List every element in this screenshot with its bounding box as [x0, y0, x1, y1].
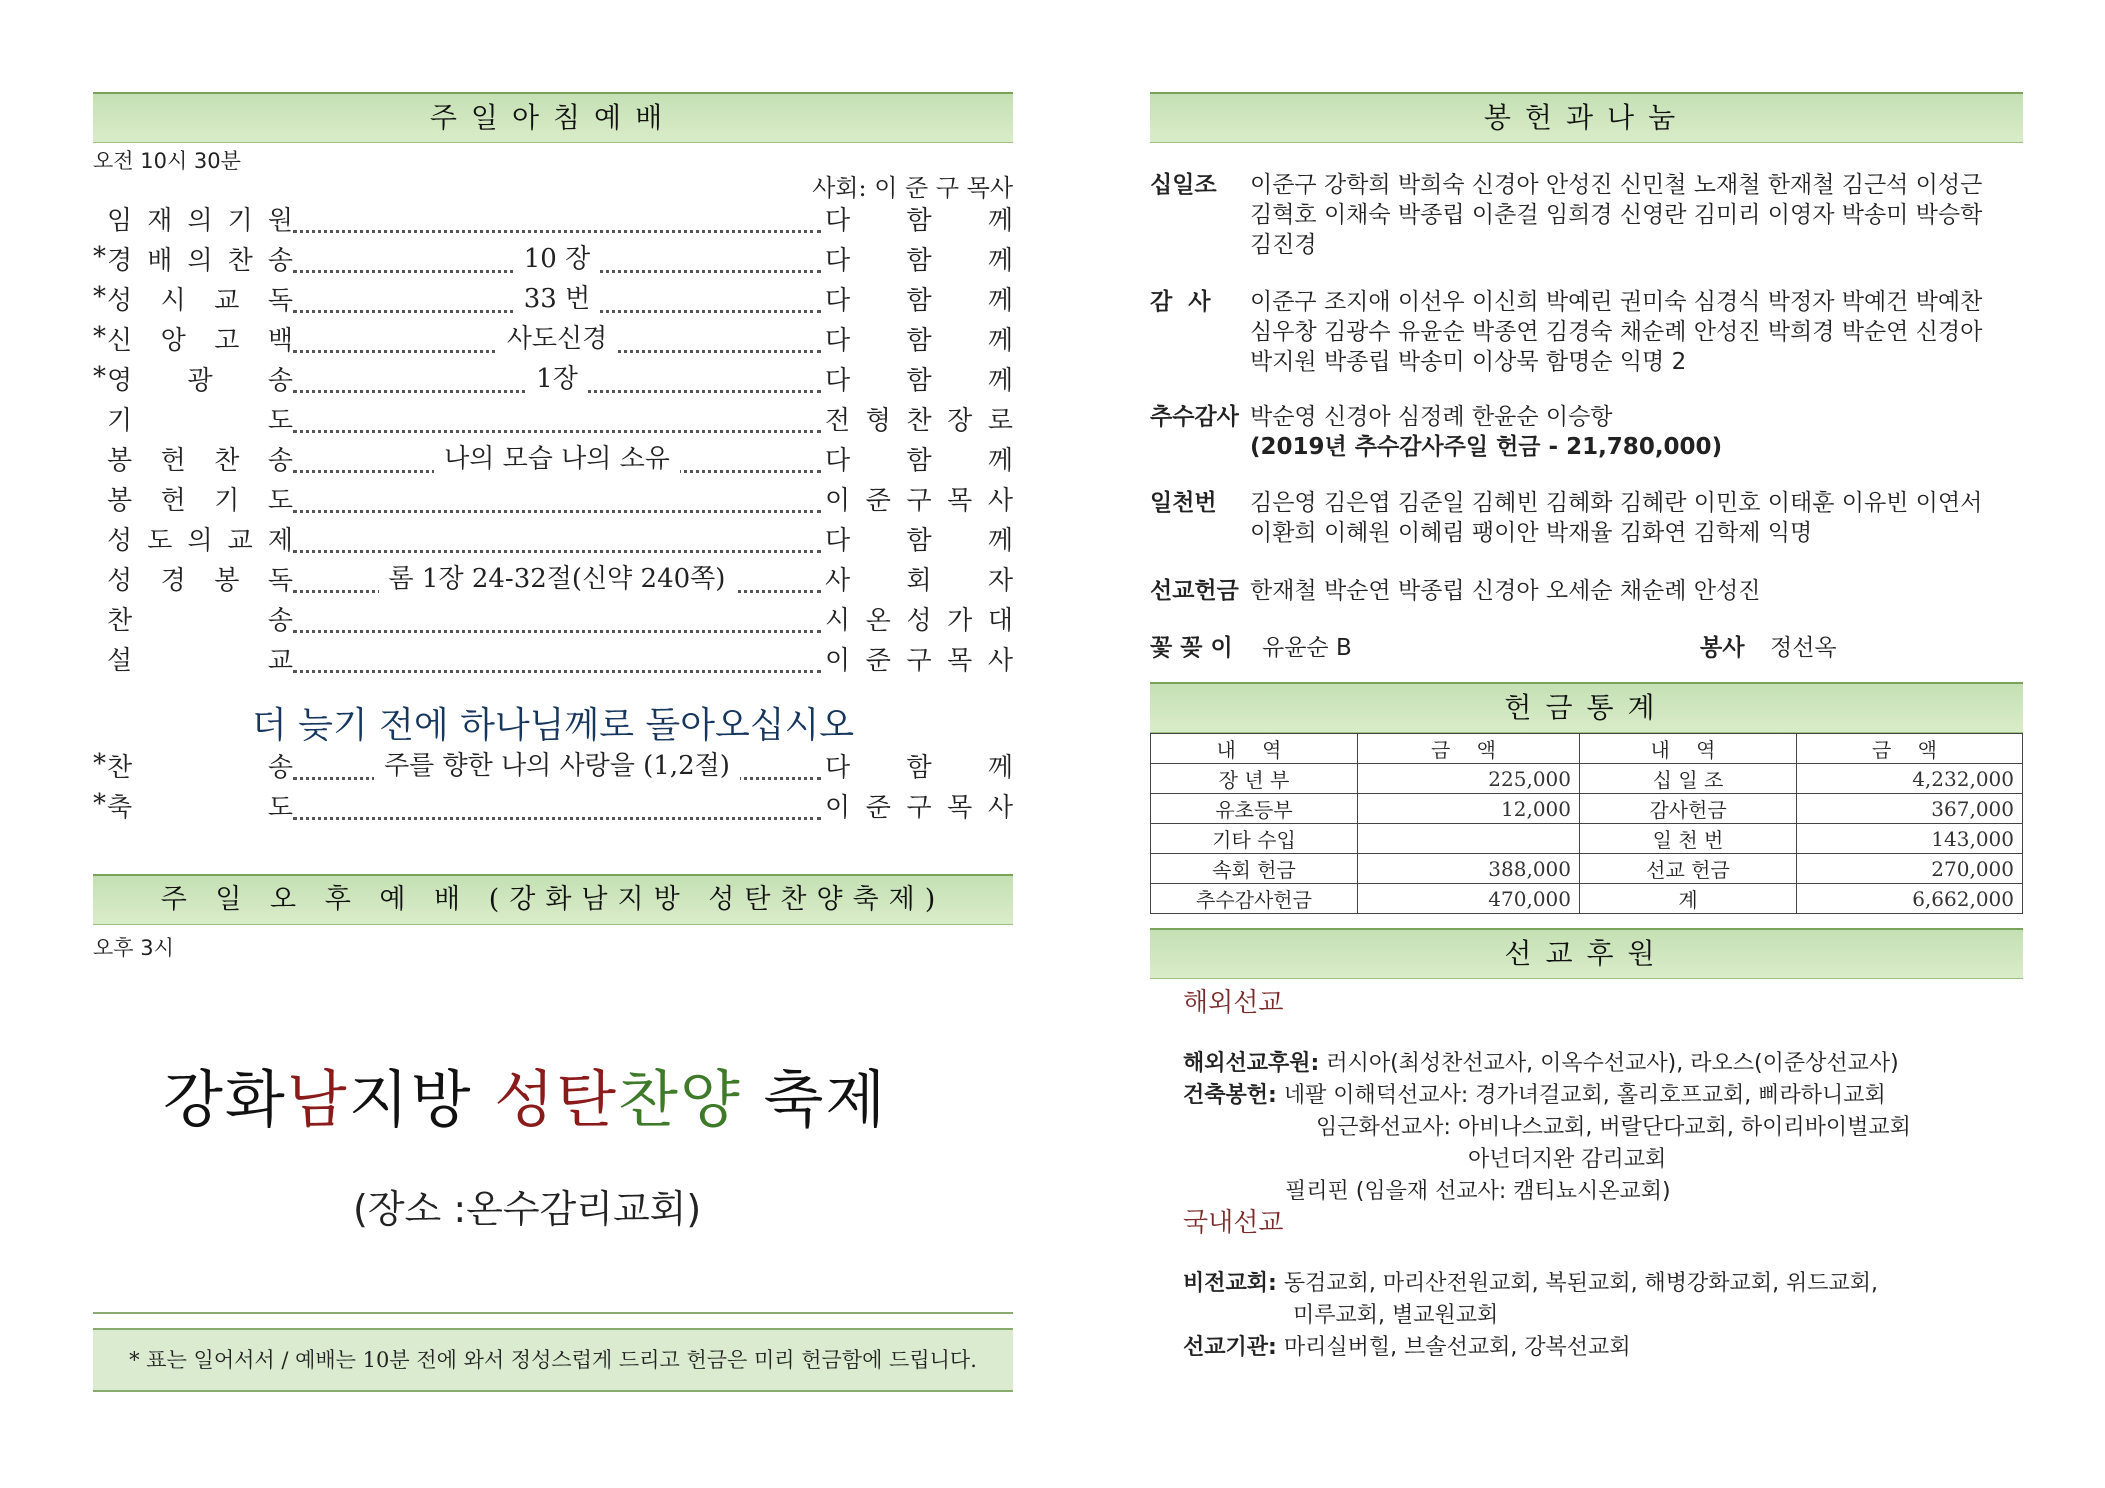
order-leader-char: 다: [825, 286, 851, 316]
agency-label: 선교기관:: [1183, 1335, 1277, 1360]
order-leader-char: 다: [825, 246, 851, 276]
order-label-char: 교: [267, 646, 293, 676]
order-row: [93, 560, 1013, 600]
stat-category: 십 일 조: [1580, 764, 1797, 794]
order-detail: [293, 318, 821, 355]
order-detail-text: 10 장: [514, 244, 600, 274]
order-detail: [293, 558, 821, 595]
order-leader-char: 함: [906, 206, 932, 236]
sermon-title: 더 늦기 전에 하나님께로 돌아오십시오: [251, 705, 855, 746]
order-detail-text: 나의 모습 나의 소유: [434, 444, 680, 474]
name-line: 김은영 김은엽 김준일 김혜빈 김혜화 김혜란 이민호 이태훈 이유빈 이연서: [1250, 490, 1983, 516]
order-leader-char: 목: [947, 793, 973, 823]
order-leader-char: 이: [825, 646, 851, 676]
order-leader-char: 대: [987, 606, 1013, 636]
order-leader-char: 목: [947, 486, 973, 516]
order-leader-char: 이: [825, 486, 851, 516]
order-label: [107, 747, 293, 784]
order-label-char: 성: [107, 566, 133, 596]
table-row: [1151, 824, 2023, 854]
order-label-char: 재: [147, 206, 173, 236]
order-label-char: 교: [227, 526, 253, 556]
afternoon-time: 오후 3시: [93, 936, 174, 960]
tithe-label: 십일조: [1150, 172, 1217, 198]
order-label-char: 성: [107, 526, 133, 556]
order-row: [93, 747, 1013, 787]
order-label-char: 찬: [214, 446, 240, 476]
order-leader-char: 함: [906, 753, 932, 783]
order-label: [107, 600, 293, 637]
order-label-char: 경: [107, 246, 133, 276]
festival-title: [163, 1050, 887, 1139]
dot-leader: [293, 200, 821, 233]
stat-amount: 225,000: [1358, 764, 1580, 794]
stat-amount: 143,000: [1797, 824, 2023, 854]
order-leader: [825, 787, 1013, 824]
order-leader: [825, 360, 1013, 397]
festival-part: 성탄: [494, 1063, 618, 1136]
order-label-char: 송: [267, 446, 293, 476]
order-leader-char: 함: [906, 286, 932, 316]
order-leader: [825, 320, 1013, 357]
order-leader-char: 께: [987, 366, 1013, 396]
footnote: * 표는 일어서서 / 예배는 10분 전에 와서 정성스럽게 드리고 헌금은 미리 헌금함에 드립니다.: [93, 1328, 1013, 1392]
order-label: [107, 480, 293, 517]
order-leader: [825, 520, 1013, 557]
order-detail: [293, 278, 821, 315]
stat-category: 감사헌금: [1580, 794, 1797, 824]
order-leader-char: 다: [825, 206, 851, 236]
mission-offering-names: [1250, 576, 2023, 606]
standing-mark: *: [93, 282, 106, 312]
order-leader: [825, 480, 1013, 517]
stat-category: 장 년 부: [1151, 764, 1358, 794]
order-leader-char: 시: [825, 606, 851, 636]
order-label: [107, 640, 293, 677]
festival-part: 찬양: [618, 1063, 742, 1136]
order-label-char: 헌: [160, 486, 186, 516]
harvest-label: 추수감사: [1150, 404, 1239, 430]
table-header-row: [1151, 734, 2023, 764]
order-label-char: 설: [107, 646, 133, 676]
order-leader-char: 께: [987, 206, 1013, 236]
order-label-char: 의: [187, 526, 213, 556]
column-header: 내 역: [1580, 734, 1797, 764]
stat-category: 선교 헌금: [1580, 854, 1797, 884]
name-line: 심우창 김광수 유윤순 박종연 김경숙 채순례 안성진 박희경 박순연 신경아: [1250, 319, 1983, 345]
order-detail-text: 롬 1장 24-32절(신약 240쪽): [379, 564, 736, 594]
order-leader-char: 함: [906, 446, 932, 476]
stat-amount: 270,000: [1797, 854, 2023, 884]
order-leader-char: 준: [865, 793, 891, 823]
order-label-char: 송: [267, 606, 293, 636]
order-detail: [293, 238, 821, 275]
table-row: [1151, 884, 2023, 914]
flower-label: 꽃 꽂 이: [1150, 635, 1233, 661]
vision-text-1: 동검교회, 마리산전원교회, 복된교회, 해병강화교회, 위드교회,: [1283, 1271, 1879, 1296]
standing-mark: *: [93, 789, 106, 819]
order-label-char: 고: [214, 326, 240, 356]
order-label-char: 시: [160, 286, 186, 316]
stat-amount: 388,000: [1358, 854, 1580, 884]
order-leader-char: 다: [825, 753, 851, 783]
order-row: [93, 640, 1013, 680]
order-leader: [825, 560, 1013, 597]
overseas-support-label: 해외선교후원:: [1183, 1051, 1320, 1076]
service-name: 정선옥: [1770, 635, 1837, 661]
vision-label: 비전교회:: [1183, 1271, 1277, 1296]
order-leader-char: 다: [825, 526, 851, 556]
dot-leader: [293, 400, 821, 433]
festival-part: 축제: [741, 1063, 888, 1136]
name-line: 이환희 이혜원 이혜림 팽이안 박재율 김화연 김학제 익명: [1250, 520, 1813, 546]
order-leader-char: 준: [865, 486, 891, 516]
order-label-char: 독: [267, 286, 293, 316]
order-label: [107, 560, 293, 597]
order-label-char: 배: [147, 246, 173, 276]
order-label-char: 제: [267, 526, 293, 556]
order-row: [93, 280, 1013, 320]
order-label-char: 찬: [107, 606, 133, 636]
offering-stats-table: [1150, 733, 2023, 914]
order-leader-char: 께: [987, 326, 1013, 356]
order-detail: [293, 745, 821, 782]
order-leader-char: 형: [865, 406, 891, 436]
order-row: [93, 520, 1013, 560]
order-row: [93, 200, 1013, 240]
order-label-char: 봉: [214, 566, 240, 596]
order-detail: [293, 358, 821, 395]
order-label-char: 기: [214, 486, 240, 516]
agency-row: [1183, 1330, 1631, 1361]
order-label-char: 도: [267, 793, 293, 823]
order-row: [93, 360, 1013, 400]
order-label: [107, 360, 293, 397]
order-leader-char: 사: [825, 566, 851, 596]
order-detail-text: 사도신경: [497, 324, 617, 354]
order-label-char: 의: [187, 246, 213, 276]
order-label-char: 광: [187, 366, 213, 396]
order-label-char: 의: [187, 206, 213, 236]
order-label-char: 경: [160, 566, 186, 596]
order-leader-char: 성: [906, 606, 932, 636]
table-row: [1151, 764, 2023, 794]
building-row: [1183, 1078, 1886, 1109]
order-leader: [825, 747, 1013, 784]
name-line: 한재철 박순연 박종립 신경아 오세순 채순례 안성진: [1250, 578, 1761, 604]
stat-amount: 4,232,000: [1797, 764, 2023, 794]
order-leader-char: 다: [825, 366, 851, 396]
order-leader-char: 회: [906, 566, 932, 596]
order-leader-char: 구: [906, 793, 932, 823]
overseas-title: 해외선교: [1183, 988, 1284, 1018]
order-label: [107, 520, 293, 557]
stat-amount: 470,000: [1358, 884, 1580, 914]
standing-mark: *: [93, 362, 106, 392]
order-label-char: 봉: [107, 486, 133, 516]
order-label: [107, 280, 293, 317]
order-label: [107, 440, 293, 477]
building-label: 건축봉헌:: [1183, 1083, 1277, 1108]
order-leader-char: 께: [987, 246, 1013, 276]
order-label-char: 기: [107, 406, 133, 436]
mission-header: 선교후원: [1150, 928, 2023, 979]
service-label: 봉사: [1700, 635, 1745, 661]
name-line: 박순영 신경아 심정례 한윤순 이승항: [1250, 404, 1613, 430]
name-line: 이준구 강학희 박희숙 신경아 안성진 신민철 노재철 한재철 김근석 이성근: [1250, 172, 1983, 198]
order-label-char: 독: [267, 566, 293, 596]
stat-category: 속회 헌금: [1151, 854, 1358, 884]
dot-leader: [293, 600, 821, 633]
order-label-char: 도: [267, 406, 293, 436]
dot-leader: [293, 480, 821, 513]
table-row: [1151, 854, 2023, 884]
offering-header: 봉헌과나눔: [1150, 92, 2023, 143]
order-leader-char: 함: [906, 366, 932, 396]
overseas-support-text: 러시아(최성찬선교사, 이옥수선교사), 라오스(이준상선교사): [1326, 1051, 1899, 1076]
order-row: [93, 440, 1013, 480]
standing-mark: *: [93, 242, 106, 272]
order-leader-char: 구: [906, 646, 932, 676]
order-leader-char: 다: [825, 446, 851, 476]
stat-amount: 6,662,000: [1797, 884, 2023, 914]
vision-row: [1183, 1266, 1878, 1297]
order-label-char: 송: [267, 753, 293, 783]
building-text-3: 아넌더지완 감리교회: [1468, 1147, 1667, 1172]
order-leader-char: 함: [906, 246, 932, 276]
order-label: [107, 200, 293, 237]
order-leader-char: 다: [825, 326, 851, 356]
column-header: 금 액: [1358, 734, 1580, 764]
name-line: 박지원 박종립 박송미 이상묵 함명순 익명 2: [1250, 349, 1687, 375]
order-label: [107, 787, 293, 824]
order-leader-char: 로: [987, 406, 1013, 436]
name-line: 김혁호 이채숙 박종립 이춘걸 임희경 신영란 김미리 이영자 박송미 박승학: [1250, 202, 1983, 228]
order-label-char: 백: [267, 326, 293, 356]
thousand-label: 일천번: [1150, 490, 1217, 516]
name-line: 이준구 조지애 이선우 이신희 박예린 권미숙 심경식 박정자 박예건 박예찬: [1250, 289, 1983, 315]
harvest-names: [1250, 402, 2023, 432]
building-text-1: 네팔 이해덕선교사: 경가녀걸교회, 홀리호프교회, 삐라하니교회: [1283, 1083, 1886, 1108]
vision-text-2: 미루교회, 별교원교회: [1293, 1303, 1499, 1328]
dot-leader: [293, 520, 821, 553]
festival-place: (장소 :온수감리교회): [353, 1187, 702, 1231]
standing-mark: *: [93, 322, 106, 352]
order-row: [93, 787, 1013, 827]
order-leader-char: 찬: [906, 406, 932, 436]
order-leader-char: 사: [987, 646, 1013, 676]
order-label-char: 신: [107, 326, 133, 356]
column-header: 금 액: [1797, 734, 2023, 764]
order-label-char: 찬: [227, 246, 253, 276]
order-row: [93, 400, 1013, 440]
agency-text: 마리실버힐, 브솔선교회, 강복선교회: [1283, 1335, 1631, 1360]
stat-category: 유초등부: [1151, 794, 1358, 824]
order-leader-char: 께: [987, 753, 1013, 783]
order-leader-char: 구: [906, 486, 932, 516]
festival-part: 남: [286, 1063, 349, 1136]
order-leader-char: 이: [825, 793, 851, 823]
order-leader: [825, 400, 1013, 437]
harvest-note: (2019년 추수감사주일 헌금 - 21,780,000): [1250, 434, 1723, 460]
order-label-char: 찬: [107, 753, 133, 783]
order-leader-char: 전: [825, 406, 851, 436]
order-label-char: 교: [214, 286, 240, 316]
order-row: [93, 480, 1013, 520]
order-label-char: 도: [267, 486, 293, 516]
order-leader-char: 온: [865, 606, 891, 636]
order-leader-char: 사: [987, 486, 1013, 516]
order-label-char: 송: [267, 246, 293, 276]
flower-name: 유윤순 B: [1262, 635, 1352, 661]
standing-mark: *: [93, 749, 106, 779]
stat-category: 일 천 번: [1580, 824, 1797, 854]
column-header: 내 역: [1151, 734, 1358, 764]
order-leader-char: 께: [987, 526, 1013, 556]
order-label-char: 앙: [160, 326, 186, 356]
order-leader: [825, 240, 1013, 277]
thanks-label: 감 사: [1150, 289, 1211, 315]
stat-amount: [1358, 824, 1580, 854]
building-text-2: 임근화선교사: 아비나스교회, 버랄단다교회, 하이리바이벌교회: [1316, 1115, 1911, 1140]
stat-amount: 12,000: [1358, 794, 1580, 824]
order-leader-char: 장: [947, 406, 973, 436]
order-row: [93, 600, 1013, 640]
order-label-char: 헌: [160, 446, 186, 476]
stats-header: 헌금통계: [1150, 682, 2023, 733]
building-text-4: 필리핀 (임을재 선교사: 캠티뇨시온교회): [1285, 1179, 1671, 1204]
order-leader-char: 가: [947, 606, 973, 636]
tithe-names: [1250, 170, 2023, 260]
order-row: [93, 320, 1013, 360]
festival-part: 지방: [348, 1063, 495, 1136]
order-label-char: 송: [267, 366, 293, 396]
order-label-char: 기: [227, 206, 253, 236]
stat-category: 추수감사헌금: [1151, 884, 1358, 914]
stat-category: 계: [1580, 884, 1797, 914]
thousand-names: [1250, 488, 2023, 548]
order-leader: [825, 440, 1013, 477]
stat-category: 기타 수입: [1151, 824, 1358, 854]
table-row: [1151, 794, 2023, 824]
mission-offering-label: 선교헌금: [1150, 578, 1239, 604]
stat-amount: 367,000: [1797, 794, 2023, 824]
order-detail: [293, 438, 821, 475]
order-label-char: 임: [107, 206, 133, 236]
domestic-title: 국내선교: [1183, 1208, 1284, 1238]
order-label-char: 봉: [107, 446, 133, 476]
festival-part: 강화: [163, 1063, 287, 1136]
afternoon-service-header: 주 일 오 후 예 배 (강화남지방 성탄찬양축제): [93, 874, 1013, 925]
order-leader-char: 사: [987, 793, 1013, 823]
order-label-char: 원: [267, 206, 293, 236]
divider: [93, 1312, 1013, 1314]
order-label-char: 축: [107, 793, 133, 823]
order-leader-char: 목: [947, 646, 973, 676]
order-label: [107, 240, 293, 277]
order-leader-char: 자: [987, 566, 1013, 596]
order-leader-char: 께: [987, 286, 1013, 316]
order-leader-char: 함: [906, 526, 932, 556]
order-detail-text: 주를 향한 나의 사랑을 (1,2절): [374, 751, 740, 781]
dot-leader: [293, 787, 821, 820]
order-leader-char: 함: [906, 326, 932, 356]
order-leader: [825, 280, 1013, 317]
overseas-support: [1183, 1046, 1899, 1077]
name-line: 김진경: [1250, 232, 1317, 258]
thanks-names: [1250, 287, 2023, 377]
order-leader-char: 준: [865, 646, 891, 676]
order-label-char: 도: [147, 526, 173, 556]
order-label: [107, 320, 293, 357]
order-label-char: 영: [107, 366, 133, 396]
morning-service-header: 주일아침예배: [93, 92, 1013, 143]
order-label-char: 성: [107, 286, 133, 316]
order-label: [107, 400, 293, 437]
order-leader: [825, 600, 1013, 637]
order-detail-text: 1장: [526, 364, 588, 394]
presider: 사회: 이 준 구 목사: [812, 174, 1013, 202]
order-leader: [825, 640, 1013, 677]
order-leader: [825, 200, 1013, 237]
order-detail-text: 33 번: [514, 284, 600, 314]
order-row: [93, 240, 1013, 280]
morning-time: 오전 10시 30분: [93, 149, 241, 173]
order-leader-char: 께: [987, 446, 1013, 476]
dot-leader: [293, 640, 821, 673]
